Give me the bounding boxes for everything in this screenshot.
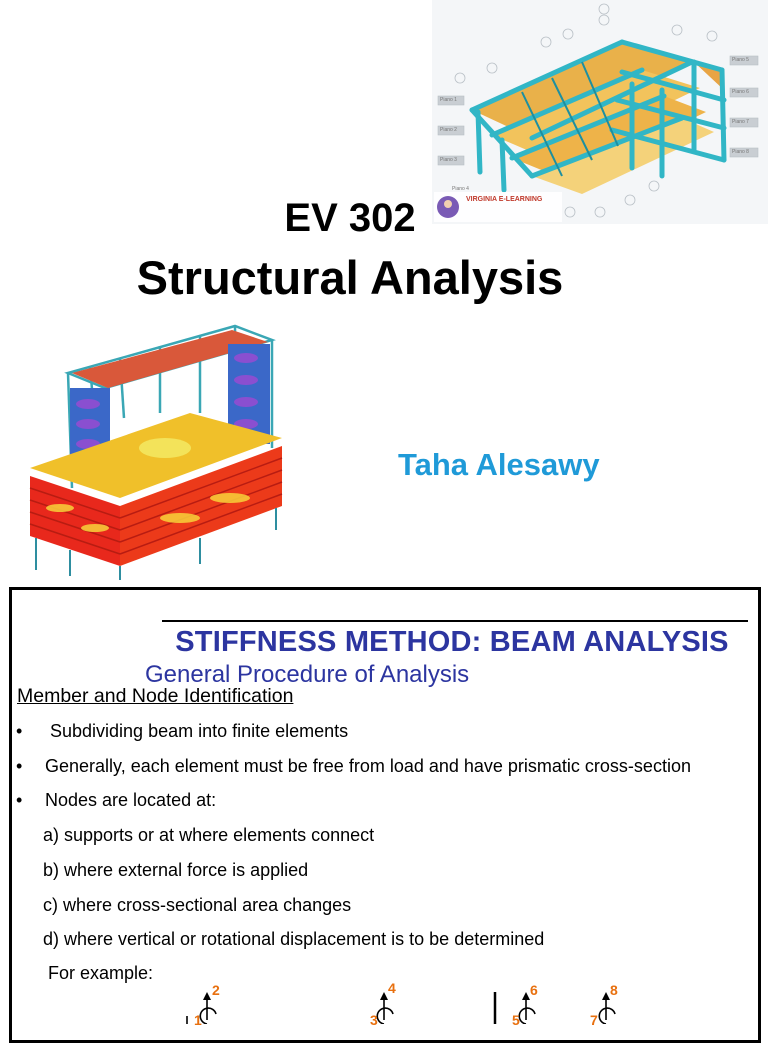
- piano-label: Piano 8: [732, 149, 749, 155]
- building-model-drawing: [0, 318, 300, 586]
- bullet-dot: •: [16, 756, 23, 776]
- structure-model-image-top: [432, 0, 768, 224]
- node-label-vertical: 2: [212, 982, 220, 998]
- node-label-vertical: 6: [530, 982, 538, 998]
- node-label-vertical: 4: [388, 980, 396, 996]
- piano-label: Piano 2: [440, 127, 457, 133]
- watermark-text: VIRGINIA E-LEARNING: [466, 196, 543, 203]
- sub-item: c) where cross-sectional area changes: [43, 895, 352, 915]
- bullet-text: Subdividing beam into finite elements: [50, 721, 349, 741]
- slide-subheading: General Procedure of Analysis: [145, 661, 470, 688]
- bullet-text: Generally, each element must be free from load and have prismatic cross-section: [45, 756, 691, 776]
- bullet-dot: •: [16, 721, 23, 741]
- slide-stiffness-method: [9, 587, 761, 1043]
- piano-label: Piano 5: [732, 57, 749, 63]
- node-label-rotation: 5: [512, 1012, 520, 1028]
- piano-label: Piano 3: [440, 157, 457, 163]
- course-code: EV 302: [284, 196, 416, 240]
- bullet-dot: •: [16, 790, 23, 810]
- piano-label: Piano 1: [440, 97, 457, 103]
- node-label-rotation: 3: [370, 1012, 378, 1028]
- structure-model-drawing: [432, 0, 768, 224]
- piano-label: Piano 4: [452, 186, 469, 192]
- node-label-rotation: 1: [194, 1012, 202, 1028]
- course-title: Structural Analysis: [136, 251, 564, 304]
- sub-item: a) supports or at where elements connect: [43, 825, 375, 845]
- node-diagram: [12, 980, 752, 1024]
- piano-label: Piano 6: [732, 89, 749, 95]
- section-title: Member and Node Identification: [17, 685, 294, 707]
- building-model-image: [0, 318, 300, 586]
- node-label-rotation: 7: [590, 1012, 598, 1028]
- heading-rule: [162, 620, 748, 622]
- sub-item: b) where external force is applied: [43, 860, 309, 880]
- slide-heading: STIFFNESS METHOD: BEAM ANALYSIS: [175, 626, 729, 658]
- bullet-text: Nodes are located at:: [45, 790, 217, 810]
- example-label: For example:: [48, 963, 154, 983]
- author-name: Taha Alesawy: [398, 447, 600, 482]
- sub-item: d) where vertical or rotational displacement is to be determined: [43, 929, 545, 949]
- node-label-vertical: 8: [610, 982, 618, 998]
- piano-label: Piano 7: [732, 119, 749, 125]
